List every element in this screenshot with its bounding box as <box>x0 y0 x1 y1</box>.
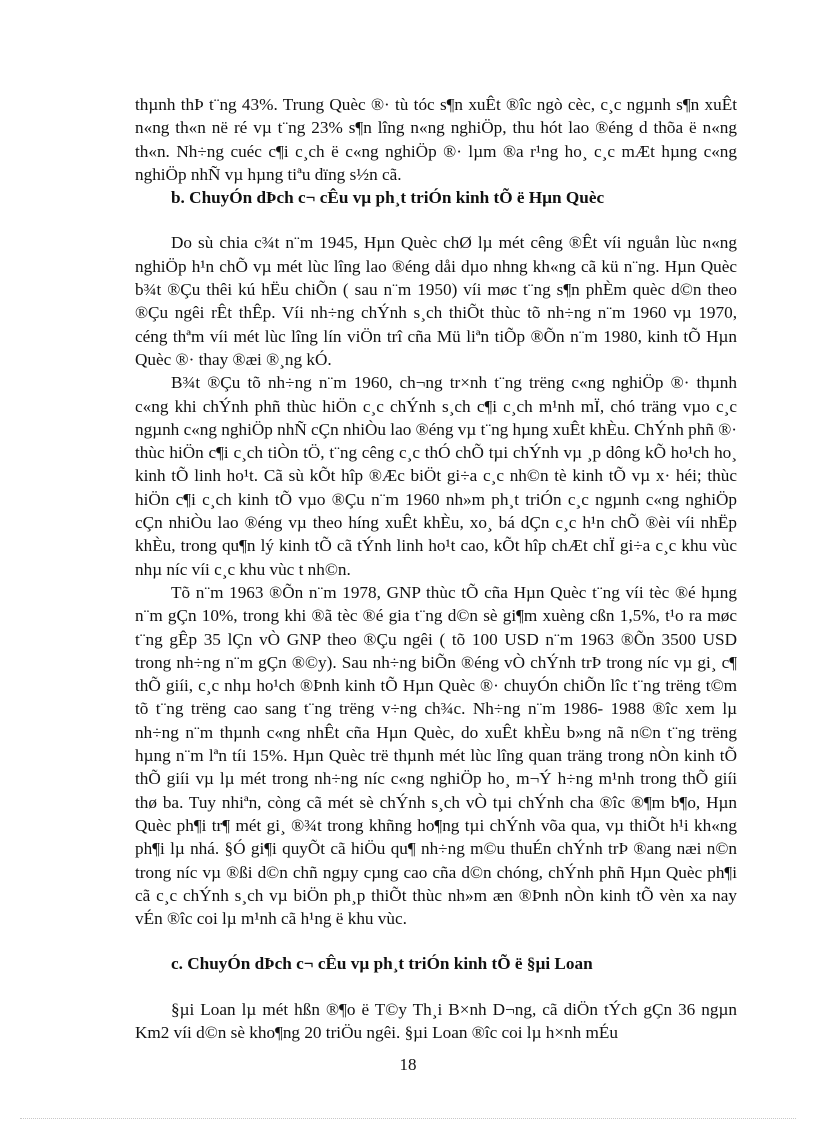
paragraph: §µi Loan lµ mét hßn ®¶o ë T©y Th¸i B×nh D¬ng, cã diÖn tÝch gÇn 36 ngµn Km2 víi d©n sè kho¶ng 20 triÖu ngêi. §µi Loan ®îc coi lµ h×nh mÉu <box>135 999 737 1042</box>
page-number: 18 <box>399 1055 417 1074</box>
spacer <box>135 209 737 231</box>
paragraph: Tõ n¨m 1963 ®Õn n¨m 1978, GNP thùc tÕ cña Hµn Quèc t¨ng víi tèc ®é hµng n¨m gÇn 10%, trong khi ®ã tèc ®é gia t¨ng d©n sè gi¶m xuèng cßn 1,5%, t¹o ra møc t¨ng gÊp 35 lÇn vÒ GNP theo ®Çu ngêi ( tõ 100 USD n¨m 1963 ®Õn 3500 USD trong nh÷ng n¨m gÇn ®©y). Sau nh÷ng biÕn ®éng vÒ chÝnh trÞ trong níc vµ gi¸ c¶ thÕ giíi, c¸c nhµ ho¹ch ®Þnh kinh tÕ Hµn Quèc ®· chuyÓn chiÕn lîc t¨ng trëng t©m tõ t¨ng trëng cao sang t¨ng trëng v÷ng ch¾c. Nh÷ng n¨m 1986- 1988 ®îc xem lµ nh÷ng n¨m thµnh c«ng nhÊt cña Hµn Quèc, do xuÊt khÈu b»ng nã n©n t¨ng trëng hµng n¨m lªn tíi 15%. Hµn Quèc trë thµnh mét lùc lîng quan träng trong nÒn kinh tÕ thÕ giíi vµ lµ mét trong nh÷ng níc c«ng nghiÖp ho¸ m¬Ý h÷ng m¹nh trong thÕ giíi thø ba. Tuy nhiªn, còng cã mét sè chÝnh s¸ch vÒ tµi chÝnh cha ®îc ®¶m b¶o, Hµn Quèc ph¶i tr¶ mét gi¸ ®¾t trong khñng ho¶ng tµi chÝnh võa qua, vµ thiÕt h¹i kh«ng ph¶i lµ nhá. §Ó gi¶i quyÕt cã hiÖu qu¶ nh÷ng m©u thuÉn chÝnh trÞ ®ang næi n©n trong níc vµ ®ßi d©n chñ ngµy cµng cao cña d©n chóng, chÝnh phñ Hµn Quèc ph¶i cã c¸c chÝnh s¸ch vµ biÖn ph¸p thiÕt thùc nh»m æn ®Þnh nÒn kinh tÕ vèn xa nay vÉn ®îc coi lµ m¹nh cã h¹ng ë khu vùc. <box>135 582 737 929</box>
spacer <box>135 930 737 952</box>
page-body <box>135 93 737 1044</box>
paragraph: B¾t ®Çu tõ nh÷ng n¨m 1960, ch¬ng tr×nh t¨ng trëng c«ng nghiÖp ®· thµnh c«ng khi chÝnh phñ thùc hiÖn c¸c chÝnh s¸ch c¶i c¸ch m¹nh mÏ, chó träng vµo c¸c ngµnh c«ng nghiÖp nhÑ cÇn nhiÒu lao ®éng vµ t¨ng hµng xuÊt khÈu. ChÝnh phñ ®· thùc hiÖn c¶i c¸ch tiÒn tÖ, t¨ng cêng c¸c thÓ chÕ tµi chÝnh vµ ¸p dông kÕ ho¹ch ho¸ kinh tÕ linh ho¹t. Cã sù kÕt hîp ®Æc biÖt gi÷a c¸c nh©n tè kinh tÕ vµ x· héi; thùc hiÖn c¶i c¸ch kinh tÕ vµo ®Çu n¨m 1960 nh»m ph¸t triÓn c¸c ngµnh c«ng nghiÖp cÇn nhiÒu lao ®éng vµ theo híng xuÊt khÈu, xo¸ bá dÇn c¸c h¹n chÕ ®èi víi nhËp khÈu, trong qu¶n lý kinh tÕ cã tÝnh linh ho¹t cao, kÕt hîp chÆt chÏ gi÷a c¸c khu vùc nhµ níc víi c¸c khu vùc t nh©n. <box>135 373 737 579</box>
paragraph: Do sù chia c¾t n¨m 1945, Hµn Quèc chØ lµ mét cêng ®Êt víi nguån lùc n«ng nghiÖp h¹n chÕ vµ mét lùc lîng lao ®éng dåi dµo nhng kh«ng cã kü n¨ng. Hµn Quèc b¾t ®Çu thêi kú hËu chiÕn ( sau n¨m 1950) víi møc t¨ng s¶n phÈm quèc d©n theo ®Çu ngêi rÊt thÊp. Víi nh÷ng chÝnh s¸ch thiÕt thùc tõ nh÷ng n¨m 1960 vµ 1970, céng thªm víi mét lùc lîng lín viÖn trî cña Mü liªn tiÕp ®Õn n¨m 1980, kinh tÕ Hµn Quèc ®· thay ®æi ®¸ng kÓ. <box>135 233 737 369</box>
section-c-heading: c. ChuyÓn dÞch c¬ cÊu vµ ph¸t triÓn kinh tÕ ë §µi Loan <box>171 954 593 974</box>
page-bottom-divider <box>20 1118 796 1119</box>
section-b-heading: b. ChuyÓn dÞch c¬ cÊu vµ ph¸t triÓn kinh tÕ ë Hµn Quèc <box>171 188 605 208</box>
spacer <box>135 976 737 998</box>
opening-paragraph: thµnh thÞ t¨ng 43%. Trung Quèc ®· tù tóc s¶n xuÊt ®îc ngò cèc, c¸c ngµnh s¶n xuÊt n«ng th«n në ré vµ t¨ng 23% s¶n lîng n«ng nghiÖp, thu hót lao ®éng d thõa ë n«ng th«n. Nh÷ng cuéc c¶i c¸ch ë c«ng nghiÖp ®· lµm ®a r¹ng ho¸ c¸c mÆt hµng c«ng nghiÖp nhÑ vµ hµng tiªu dïng s½n cã. <box>135 95 737 184</box>
